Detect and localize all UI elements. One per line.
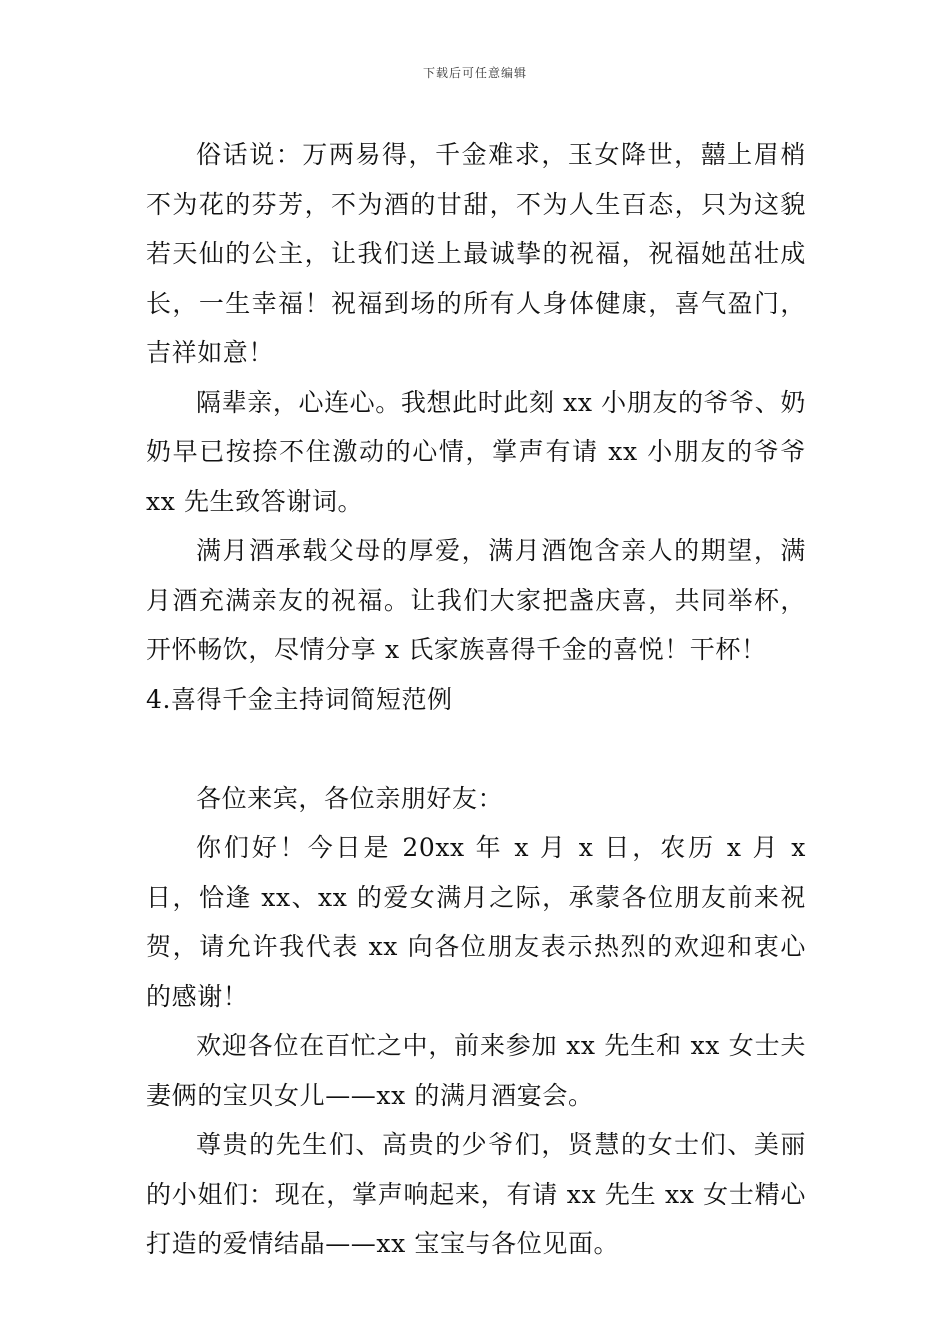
paragraph-grandparents: 隔辈亲，心连心。我想此时此刻 xx 小朋友的爷爷、奶奶早已按捺不住激动的心情，掌声有请 xx 小朋友的爷爷 xx 先生致答谢词。 <box>146 387 806 516</box>
page-header-note: 下载后可任意编辑 <box>422 66 527 80</box>
section-heading: 4.喜得千金主持词简短范例 <box>146 684 453 714</box>
paragraph-banquet: 欢迎各位在百忙之中，前来参加 xx 先生和 xx 女士夫妻俩的宝贝女儿——xx 的满月酒宴会。 <box>146 1031 806 1110</box>
document-body <box>146 130 806 1269</box>
blank-line <box>146 724 806 774</box>
paragraph-blessing: 俗话说：万两易得，千金难求，玉女降世，囍上眉梢不为花的芬芳，不为酒的甘甜，不为人生百态，只为这貌若天仙的公主，让我们送上最诚挚的祝福，祝福她茁壮成长，一生幸福！祝福到场的所有人身体健康，喜气盈门，吉祥如意！ <box>146 140 806 367</box>
paragraph-introduction: 尊贵的先生们、高贵的少爷们，贤慧的女士们、美丽的小姐们：现在，掌声响起来，有请 xx 先生 xx 女士精心打造的爱情结晶——xx 宝宝与各位见面。 <box>146 1130 806 1258</box>
paragraph-toast: 满月酒承载父母的厚爱，满月酒饱含亲人的期望，满月酒充满亲友的祝福。让我们大家把盏庆喜，共同举杯，开怀畅饮，尽情分享 x 氏家族喜得千金的喜悦！干杯！ <box>146 536 806 664</box>
paragraph-welcome: 你们好！今日是 20xx 年 x 月 x 日，农历 x 月 x 日，恰逢 xx、xx 的爱女满月之际，承蒙各位朋友前来祝贺，请允许我代表 xx 向各位朋友表示热烈的欢迎和衷心的感谢！ <box>146 833 806 1011</box>
paragraph-greeting: 各位来宾，各位亲朋好友： <box>196 783 504 813</box>
